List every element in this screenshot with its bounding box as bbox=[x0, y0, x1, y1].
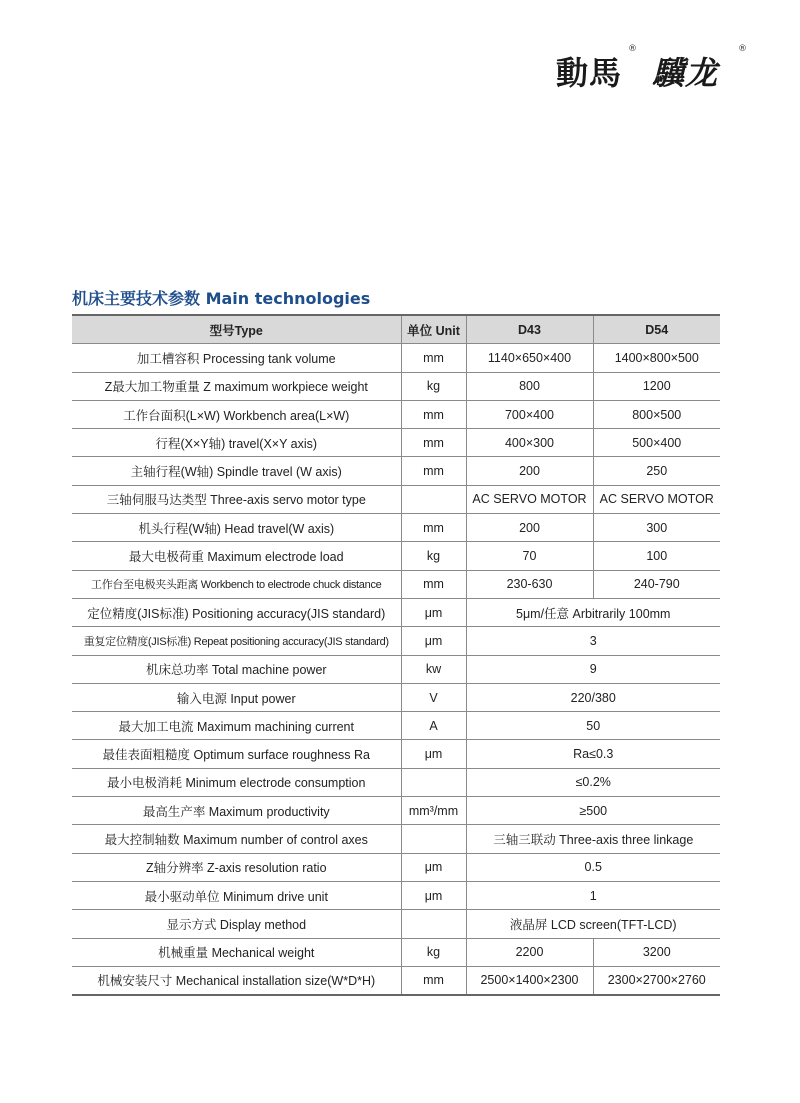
spec-label: 最高生产率 Maximum productivity bbox=[72, 797, 401, 825]
spec-value-d54: AC SERVO MOTOR bbox=[593, 485, 720, 513]
spec-label: 最大电极荷重 Maximum electrode load bbox=[72, 542, 401, 570]
spec-unit: mm³/mm bbox=[401, 797, 466, 825]
spec-label: 最大控制轴数 Maximum number of control axes bbox=[72, 825, 401, 853]
spec-unit: μm bbox=[401, 598, 466, 626]
table-row bbox=[72, 797, 720, 825]
spec-value-d43: 700×400 bbox=[466, 400, 593, 428]
spec-value-d43: AC SERVO MOTOR bbox=[466, 485, 593, 513]
table-row bbox=[72, 598, 720, 626]
spec-unit bbox=[401, 910, 466, 938]
spec-value-d54: 1200 bbox=[593, 372, 720, 400]
registered-mark-right: ® bbox=[738, 44, 747, 54]
spec-value-merged: 50 bbox=[466, 712, 720, 740]
spec-unit: kw bbox=[401, 655, 466, 683]
spec-value-merged: Ra≤0.3 bbox=[466, 740, 720, 768]
logo-text-right: 驥龙 bbox=[652, 54, 719, 92]
spec-label: 重复定位精度(JIS标准) Repeat positioning accuracy(JIS standard) bbox=[72, 627, 401, 655]
header-unit: 单位 Unit bbox=[401, 315, 466, 344]
spec-value-d54: 250 bbox=[593, 457, 720, 485]
header-type: 型号Type bbox=[72, 315, 401, 344]
spec-unit: μm bbox=[401, 881, 466, 909]
spec-value-d54: 500×400 bbox=[593, 429, 720, 457]
spec-unit: μm bbox=[401, 853, 466, 881]
spec-label: 工作台至电极夹头距离 Workbench to electrode chuck distance bbox=[72, 570, 401, 598]
spec-value-d43: 230-630 bbox=[466, 570, 593, 598]
table-row bbox=[72, 740, 720, 768]
table-row bbox=[72, 655, 720, 683]
spec-unit: mm bbox=[401, 344, 466, 372]
table-row bbox=[72, 542, 720, 570]
table-row bbox=[72, 514, 720, 542]
table-header-row bbox=[72, 315, 720, 344]
spec-value-d43: 200 bbox=[466, 514, 593, 542]
header-d43: D43 bbox=[466, 315, 593, 344]
spec-value-d43: 400×300 bbox=[466, 429, 593, 457]
table-row bbox=[72, 372, 720, 400]
table-row bbox=[72, 910, 720, 938]
spec-value-d54: 100 bbox=[593, 542, 720, 570]
spec-label: 机床总功率 Total machine power bbox=[72, 655, 401, 683]
spec-value-merged: 三轴三联动 Three-axis three linkage bbox=[466, 825, 720, 853]
spec-label: 机械安装尺寸 Mechanical installation size(W*D*H) bbox=[72, 966, 401, 995]
spec-value-d54: 800×500 bbox=[593, 400, 720, 428]
spec-value-merged: 9 bbox=[466, 655, 720, 683]
spec-value-merged: 5μm/任意 Arbitrarily 100mm bbox=[466, 598, 720, 626]
spec-label: Z轴分辨率 Z-axis resolution ratio bbox=[72, 853, 401, 881]
table-row bbox=[72, 429, 720, 457]
spec-label: Z最大加工物重量 Z maximum workpiece weight bbox=[72, 372, 401, 400]
table-row bbox=[72, 853, 720, 881]
spec-value-d43: 800 bbox=[466, 372, 593, 400]
spec-label: 最大加工电流 Maximum machining current bbox=[72, 712, 401, 740]
logo-text-left: 動馬 bbox=[556, 54, 623, 92]
spec-unit: kg bbox=[401, 372, 466, 400]
spec-value-merged: 1 bbox=[466, 881, 720, 909]
spec-value-d43: 2500×1400×2300 bbox=[466, 966, 593, 995]
spec-unit: A bbox=[401, 712, 466, 740]
spec-unit: mm bbox=[401, 966, 466, 995]
spec-value-merged: ≤0.2% bbox=[466, 768, 720, 796]
table-row bbox=[72, 485, 720, 513]
spec-label: 输入电源 Input power bbox=[72, 683, 401, 711]
spec-value-merged: 220/380 bbox=[466, 683, 720, 711]
specs-table bbox=[72, 314, 720, 996]
spec-unit: μm bbox=[401, 627, 466, 655]
spec-unit: μm bbox=[401, 740, 466, 768]
table-row bbox=[72, 344, 720, 372]
spec-value-d43: 2200 bbox=[466, 938, 593, 966]
spec-unit: mm bbox=[401, 400, 466, 428]
spec-label: 最佳表面粗糙度 Optimum surface roughness Ra bbox=[72, 740, 401, 768]
table-row bbox=[72, 712, 720, 740]
spec-value-d43: 200 bbox=[466, 457, 593, 485]
spec-label: 加工槽容积 Processing tank volume bbox=[72, 344, 401, 372]
spec-unit: mm bbox=[401, 457, 466, 485]
table-row bbox=[72, 768, 720, 796]
spec-unit: mm bbox=[401, 429, 466, 457]
spec-label: 三轴伺服马达类型 Three-axis servo motor type bbox=[72, 485, 401, 513]
registered-mark-left: ® bbox=[628, 44, 637, 54]
table-row bbox=[72, 966, 720, 995]
spec-unit: mm bbox=[401, 514, 466, 542]
table-row bbox=[72, 683, 720, 711]
spec-unit: mm bbox=[401, 570, 466, 598]
spec-value-merged: ≥500 bbox=[466, 797, 720, 825]
brand-logo bbox=[556, 44, 756, 92]
spec-label: 最小驱动单位 Minimum drive unit bbox=[72, 881, 401, 909]
spec-label: 主轴行程(W轴) Spindle travel (W axis) bbox=[72, 457, 401, 485]
spec-value-merged: 液晶屏 LCD screen(TFT-LCD) bbox=[466, 910, 720, 938]
spec-value-d54: 300 bbox=[593, 514, 720, 542]
spec-unit: V bbox=[401, 683, 466, 711]
section-title: 机床主要技术参数 Main technologies bbox=[72, 289, 371, 308]
spec-label: 最小电极消耗 Minimum electrode consumption bbox=[72, 768, 401, 796]
table-row bbox=[72, 881, 720, 909]
spec-label: 显示方式 Display method bbox=[72, 910, 401, 938]
spec-value-d54: 2300×2700×2760 bbox=[593, 966, 720, 995]
spec-label: 行程(X×Y轴) travel(X×Y axis) bbox=[72, 429, 401, 457]
table-row bbox=[72, 825, 720, 853]
table-row bbox=[72, 570, 720, 598]
spec-unit bbox=[401, 485, 466, 513]
spec-value-d54: 3200 bbox=[593, 938, 720, 966]
spec-value-merged: 3 bbox=[466, 627, 720, 655]
spec-value-d54: 1400×800×500 bbox=[593, 344, 720, 372]
table-row bbox=[72, 457, 720, 485]
spec-label: 工作台面积(L×W) Workbench area(L×W) bbox=[72, 400, 401, 428]
table-row bbox=[72, 938, 720, 966]
spec-value-merged: 0.5 bbox=[466, 853, 720, 881]
spec-value-d43: 1140×650×400 bbox=[466, 344, 593, 372]
spec-value-d43: 70 bbox=[466, 542, 593, 570]
spec-label: 机头行程(W轴) Head travel(W axis) bbox=[72, 514, 401, 542]
spec-value-d54: 240-790 bbox=[593, 570, 720, 598]
spec-unit bbox=[401, 768, 466, 796]
spec-unit bbox=[401, 825, 466, 853]
spec-label: 机械重量 Mechanical weight bbox=[72, 938, 401, 966]
spec-label: 定位精度(JIS标准) Positioning accuracy(JIS standard) bbox=[72, 598, 401, 626]
table-row bbox=[72, 627, 720, 655]
spec-unit: kg bbox=[401, 938, 466, 966]
table-row bbox=[72, 400, 720, 428]
header-d54: D54 bbox=[593, 315, 720, 344]
spec-unit: kg bbox=[401, 542, 466, 570]
